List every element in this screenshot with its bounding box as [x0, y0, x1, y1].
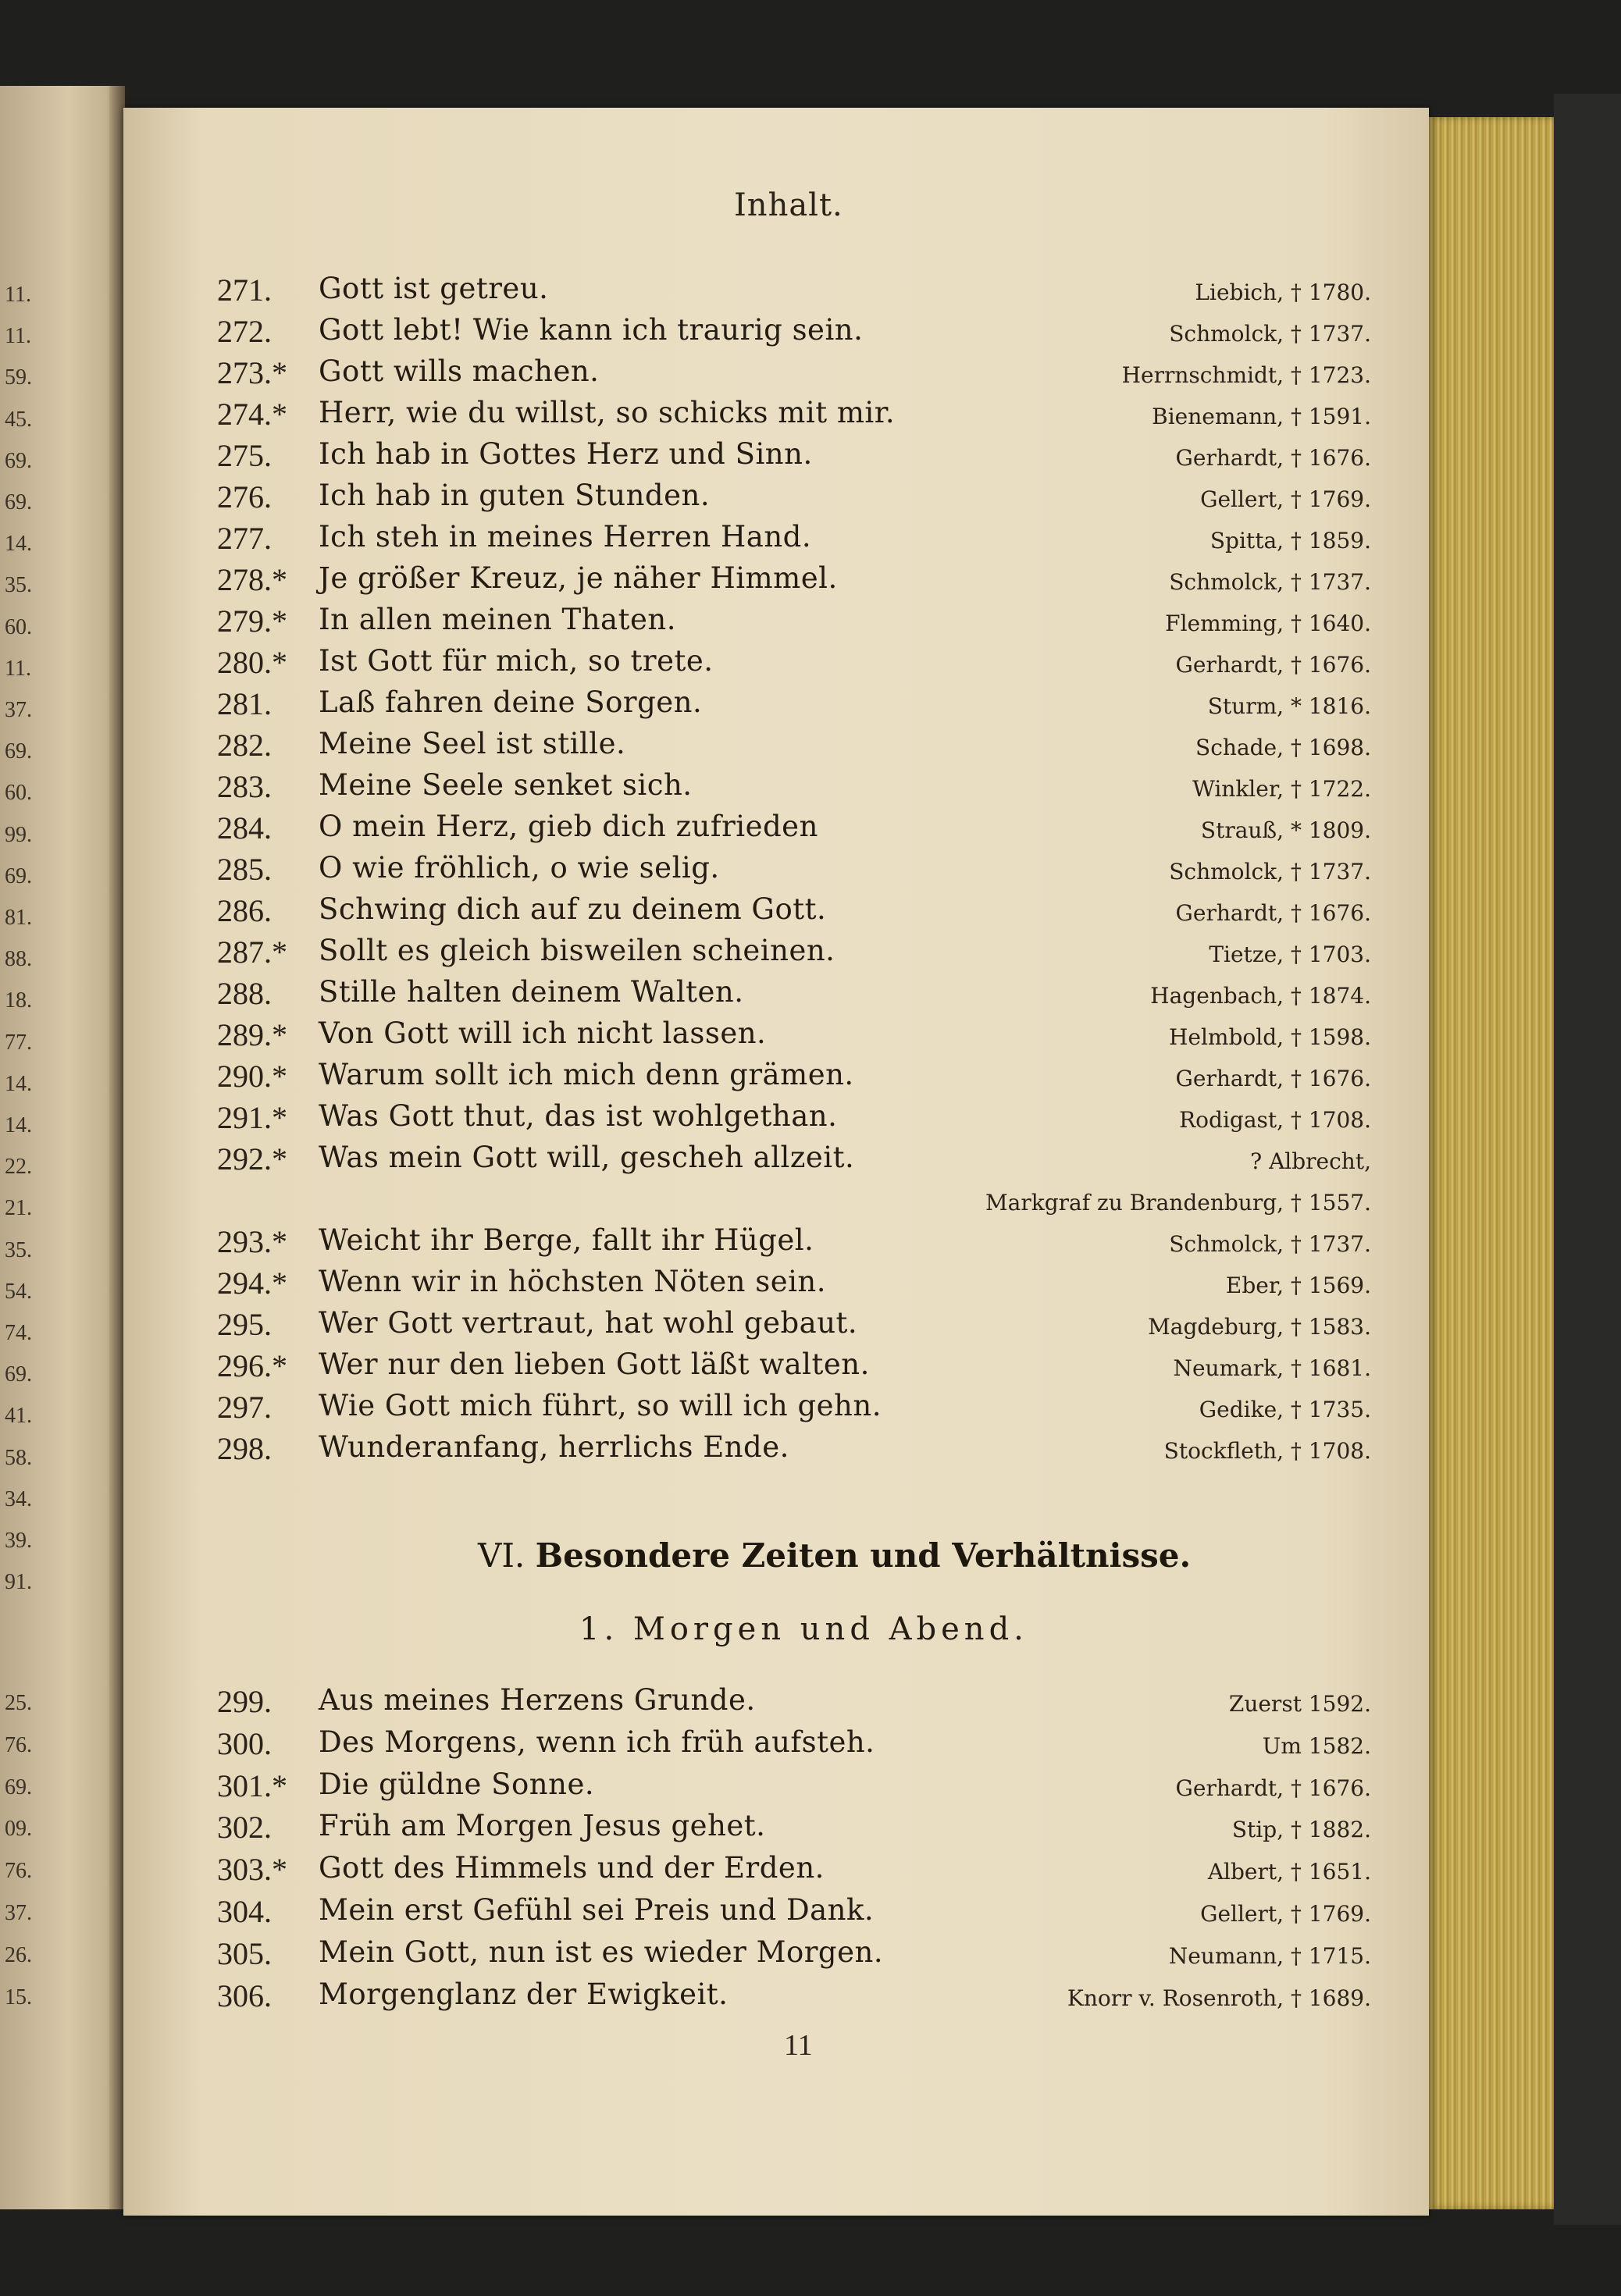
hymn-author: Tietze, † 1703. [1209, 942, 1371, 967]
left-page-number: 69. [5, 490, 32, 514]
left-page-number: 45. [5, 407, 32, 432]
list-item [0, 1223, 1621, 1264]
hymn-number: 279.* [217, 603, 287, 639]
hymn-number: 304. [217, 1894, 272, 1929]
hymn-title: Warum sollt ich mich denn grämen. [319, 1058, 854, 1091]
subsection-title: 1. Morgen und Abend. [579, 1611, 1028, 1647]
hymn-author: Spitta, † 1859. [1210, 528, 1371, 554]
hymn-number: 285. [217, 852, 272, 887]
hymn-title: Weicht ihr Berge, fallt ihr Hügel. [319, 1223, 814, 1257]
list-item [0, 1851, 1621, 1892]
hymn-title: Wer nur den lieben Gott läßt walten. [319, 1347, 870, 1381]
hymn-title: Gott ist getreu. [319, 272, 549, 305]
hymn-author: Gedike, † 1735. [1199, 1397, 1371, 1422]
left-page-number: 35. [5, 1237, 32, 1262]
hymn-number: 298. [217, 1431, 272, 1466]
list-item [0, 520, 1621, 561]
hymn-title: Meine Seel ist stille. [319, 727, 626, 760]
left-page-number: 14. [5, 1113, 32, 1137]
hymn-author: Stockfleth, † 1708. [1163, 1438, 1371, 1464]
list-item [0, 644, 1621, 685]
hymn-title: Laß fahren deine Sorgen. [319, 685, 703, 719]
left-page-number: 69. [5, 1775, 32, 1799]
hymn-title: Stille halten deinem Walten. [319, 975, 744, 1009]
hymn-title: Morgenglanz der Ewigkeit. [319, 1977, 729, 2011]
list-item [0, 1141, 1621, 1181]
list-item [0, 561, 1621, 602]
hymn-author: Helmbold, † 1598. [1168, 1024, 1371, 1050]
hymn-number: 277. [217, 521, 272, 556]
left-page-number: 37. [5, 698, 32, 722]
hymn-author: Herrnschmidt, † 1723. [1121, 362, 1371, 388]
hymn-title: Ich hab in guten Stunden. [319, 479, 711, 512]
hymn-author: Albert, † 1651. [1207, 1859, 1371, 1885]
list-item [0, 975, 1621, 1016]
hymn-number: 296.* [217, 1348, 287, 1383]
hymn-number: 303.* [217, 1852, 287, 1888]
hymn-author: Gerhardt, † 1676. [1175, 1066, 1371, 1091]
list-item [0, 934, 1621, 974]
left-page-number: 60. [5, 781, 32, 806]
list-item [0, 354, 1621, 395]
hymn-number: 283. [217, 769, 272, 804]
left-page-number: 77. [5, 1030, 32, 1055]
hymn-number: 300. [217, 1725, 272, 1761]
hymn-author: Strauß, * 1809. [1200, 817, 1371, 843]
section-name: Besondere Zeiten und Verhältnisse. [535, 1536, 1192, 1575]
list-item [0, 1809, 1621, 1849]
list-item [0, 1725, 1621, 1766]
left-page-number: 54. [5, 1279, 32, 1304]
hymn-title: Schwing dich auf zu deinem Gott. [319, 892, 827, 926]
hymn-number: 289.* [217, 1017, 287, 1052]
left-page-number: 99. [5, 822, 32, 847]
list-item [0, 1306, 1621, 1347]
hymn-author: Flemming, † 1640. [1165, 610, 1371, 636]
hymn-title: Wenn wir in höchsten Nöten sein. [319, 1265, 827, 1298]
list-item [0, 1935, 1621, 1976]
list-item [0, 1767, 1621, 1808]
hymn-author: Um 1582. [1262, 1732, 1371, 1759]
left-page-number: 09. [5, 1817, 32, 1842]
hymn-author: Eber, † 1569. [1225, 1273, 1371, 1298]
list-item [0, 1265, 1621, 1305]
list-item [0, 272, 1621, 312]
left-page-number: 91. [5, 1570, 32, 1595]
page-number: 11 [784, 2029, 813, 2062]
hymn-title: Ich hab in Gottes Herz und Sinn. [319, 437, 813, 471]
list-item [0, 437, 1621, 478]
hymn-number: 305. [217, 1935, 272, 1971]
hymn-title: Herr, wie du willst, so schicks mit mir. [319, 396, 896, 429]
list-item [0, 396, 1621, 436]
hymn-title: Von Gott will ich nicht lassen. [319, 1016, 767, 1050]
hymn-number: 278.* [217, 562, 287, 597]
hymn-number: 306. [217, 1977, 272, 2013]
left-page-number: 58. [5, 1445, 32, 1470]
left-page-number: 34. [5, 1486, 32, 1511]
hymn-number: 272. [217, 314, 272, 349]
list-item [0, 1683, 1621, 1724]
list-item [0, 851, 1621, 892]
list-item [0, 1058, 1621, 1098]
left-page-number: 76. [5, 1732, 32, 1757]
hymn-title: Wer Gott vertraut, hat wohl gebaut. [319, 1306, 858, 1340]
left-page-number: 14. [5, 532, 32, 557]
hymn-title: O mein Herz, gieb dich zufrieden [319, 810, 818, 843]
hymn-title: Die güldne Sonne. [319, 1767, 595, 1801]
hymn-title: Gott des Himmels und der Erden. [319, 1851, 825, 1885]
hymn-number: 287.* [217, 934, 287, 970]
hymn-title: Gott wills machen. [319, 354, 600, 388]
hymn-title: Sollt es gleich bisweilen scheinen. [319, 934, 835, 967]
hymn-number: 286. [217, 893, 272, 928]
hymn-author: Schmolck, † 1737. [1169, 321, 1371, 347]
list-item [0, 1977, 1621, 2018]
hymn-number: 273.* [217, 355, 287, 390]
list-item [0, 603, 1621, 643]
hymn-number: 299. [217, 1684, 272, 1719]
list-item [0, 1430, 1621, 1471]
left-page-number: 69. [5, 863, 32, 888]
hymn-author: Gerhardt, † 1676. [1175, 1775, 1371, 1801]
hymn-title: Aus meines Herzens Grunde. [319, 1683, 756, 1717]
hymn-author: Schmolck, † 1737. [1169, 859, 1371, 885]
hymn-author: Neumark, † 1681. [1173, 1355, 1371, 1381]
hymn-title: Früh am Morgen Jesus gehet. [319, 1809, 766, 1843]
list-item [0, 768, 1621, 809]
hymn-title: Was Gott thut, das ist wohlgethan. [319, 1099, 838, 1133]
hymn-title: Mein erst Gefühl sei Preis und Dank. [319, 1893, 875, 1927]
hymn-title: O wie fröhlich, o wie selig. [319, 851, 720, 885]
hymn-author: Gerhardt, † 1676. [1175, 900, 1371, 926]
left-page-number: 59. [5, 365, 32, 390]
list-item [0, 1182, 1621, 1223]
hymn-number: 290.* [217, 1059, 287, 1094]
list-item [0, 892, 1621, 933]
list-item [0, 810, 1621, 850]
hymn-title: Ist Gott für mich, so trete. [319, 644, 714, 678]
hymn-author: Knorr v. Rosenroth, † 1689. [1067, 1985, 1371, 2011]
left-page-number: 81. [5, 906, 32, 930]
hymn-author: Stip, † 1882. [1231, 1817, 1371, 1843]
hymn-number: 280.* [217, 645, 287, 680]
left-page-number: 39. [5, 1529, 32, 1553]
left-page-number: 26. [5, 1942, 32, 1967]
hymn-author: Gerhardt, † 1676. [1175, 445, 1371, 471]
left-page-number: 11. [5, 283, 31, 307]
hymn-author: Schade, † 1698. [1195, 735, 1371, 760]
left-page-number: 22. [5, 1155, 32, 1180]
hymn-title: Was mein Gott will, gescheh allzeit. [319, 1141, 855, 1174]
hymn-number: 284. [217, 810, 272, 845]
left-page-number: 21. [5, 1196, 32, 1221]
left-page-number: 69. [5, 1362, 32, 1387]
hymn-number: 271. [217, 272, 272, 308]
list-item [0, 685, 1621, 726]
hymn-author: Gellert, † 1769. [1200, 486, 1371, 512]
list-item [0, 479, 1621, 519]
hymn-title: Ich steh in meines Herren Hand. [319, 520, 812, 554]
left-page-number: 69. [5, 739, 32, 764]
hymn-title: Des Morgens, wenn ich früh aufsteh. [319, 1725, 875, 1759]
left-page-number: 60. [5, 614, 32, 639]
list-item [0, 1016, 1621, 1057]
left-page-number: 11. [5, 324, 31, 349]
hymn-title: In allen meinen Thaten. [319, 603, 676, 636]
hymn-author: Sturm, * 1816. [1207, 693, 1371, 719]
hymn-number: 301.* [217, 1767, 287, 1803]
hymn-number: 276. [217, 479, 272, 514]
hymn-number: 275. [217, 438, 272, 473]
hymn-number: 292.* [217, 1141, 287, 1176]
hymn-author: ? Albrecht, [1250, 1148, 1371, 1174]
hymn-author: Zuerst 1592. [1228, 1691, 1371, 1717]
left-page-number: 14. [5, 1071, 32, 1096]
list-item [0, 1389, 1621, 1429]
hymn-number: 294.* [217, 1265, 287, 1301]
hymn-author: Winkler, † 1722. [1192, 776, 1371, 802]
left-page-number: 18. [5, 988, 32, 1013]
hymn-author: Gerhardt, † 1676. [1175, 652, 1371, 678]
hymn-author: Gellert, † 1769. [1200, 1901, 1371, 1927]
left-page-number: 35. [5, 573, 32, 598]
page-header: Inhalt. [734, 187, 843, 223]
hymn-title: Wie Gott mich führt, so will ich gehn. [319, 1389, 882, 1422]
hymn-author: Schmolck, † 1737. [1169, 1231, 1371, 1257]
section-numeral: VI. [478, 1536, 525, 1575]
section-title [478, 1536, 1191, 1575]
hymn-title: Wunderanfang, herrlichs Ende. [319, 1430, 789, 1464]
hymn-title: Meine Seele senket sich. [319, 768, 693, 802]
hymn-author: Liebich, † 1780. [1195, 279, 1371, 305]
list-item [0, 727, 1621, 767]
hymn-number: 293.* [217, 1224, 287, 1259]
hymn-number: 281. [217, 686, 272, 721]
left-page-number: 41. [5, 1404, 32, 1429]
hymn-title: Mein Gott, nun ist es wieder Morgen. [319, 1935, 884, 1969]
hymn-title: Gott lebt! Wie kann ich traurig sein. [319, 313, 864, 347]
hymn-author: Magdeburg, † 1583. [1148, 1314, 1371, 1340]
list-item [0, 1347, 1621, 1388]
hymn-title: Je größer Kreuz, je näher Himmel. [319, 561, 838, 595]
list-item [0, 313, 1621, 354]
hymn-number: 291.* [217, 1100, 287, 1135]
left-page-number: 11. [5, 656, 31, 681]
left-page-number: 15. [5, 1985, 32, 2009]
hymn-author: Rodigast, † 1708. [1179, 1107, 1371, 1133]
hymn-number: 288. [217, 976, 272, 1011]
hymn-author: Schmolck, † 1737. [1169, 569, 1371, 595]
left-page-number: 74. [5, 1321, 32, 1345]
left-page-number: 37. [5, 1901, 32, 1925]
hymn-number: 274.* [217, 397, 287, 432]
hymn-number: 302. [217, 1810, 272, 1846]
hymn-author: Neumann, † 1715. [1168, 1942, 1371, 1969]
hymn-number: 295. [217, 1307, 272, 1342]
hymn-author: Hagenbach, † 1874. [1150, 983, 1371, 1009]
hymn-author: Markgraf zu Brandenburg, † 1557. [985, 1190, 1371, 1216]
left-page-number: 88. [5, 947, 32, 972]
hymn-number: 297. [217, 1390, 272, 1425]
left-page-number: 69. [5, 448, 32, 473]
list-item [0, 1099, 1621, 1140]
left-page-number: 25. [5, 1691, 32, 1715]
list-item [0, 1893, 1621, 1934]
hymn-number: 282. [217, 728, 272, 763]
hymn-author: Bienemann, † 1591. [1152, 404, 1371, 429]
left-page-number: 76. [5, 1859, 32, 1884]
